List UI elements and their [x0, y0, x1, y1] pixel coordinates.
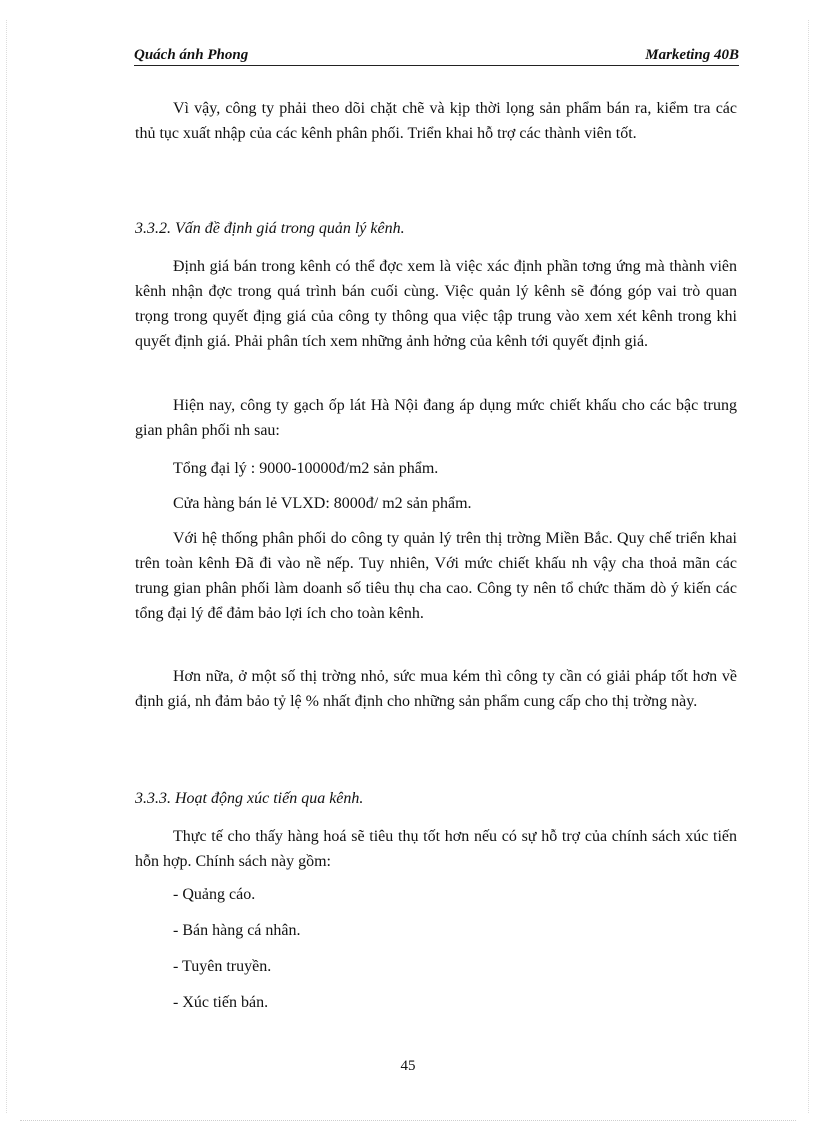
- page-number: 45: [400, 1058, 416, 1074]
- paragraph-general-agent-rate: Tổng đại lý : 9000-10000đ/m2 sản phẩm.: [173, 460, 439, 477]
- header-rule: [134, 65, 739, 66]
- page-edge-bottom: [20, 1120, 796, 1121]
- paragraph-pricing-definition: Định giá bán trong kênh có thể đợc xem là việc xác định phần tơng ứng mà thành viên kênh nhận đợc trong quá trình bán cuối cùng. Việc quản lý kênh sẽ đóng góp vai trò quan trọng trong quyết địng giá của công ty thông qua việc tập trung vào xem xét kênh trong khi quyết định giá. Phải phân tích xem những ảnh hởng của kênh tới quyết định giá.: [135, 258, 737, 350]
- page-edge-left: [6, 20, 7, 1113]
- paragraph-retail-rate: Cửa hàng bán lẻ VLXD: 8000đ/ m2 sản phẩm.: [173, 495, 472, 512]
- section-heading-3-3-2: 3.3.2. Vấn đề định giá trong quản lý kênh.: [135, 220, 405, 237]
- page-edge-right: [808, 20, 809, 1113]
- paragraph-promotion-mix: Thực tế cho thấy hàng hoá sẽ tiêu thụ tốt hơn nếu có sự hỗ trợ của chính sách xúc tiến hỗn hợp. Chính sách này gồm:: [135, 828, 737, 870]
- list-item: - Quảng cáo.: [173, 886, 256, 903]
- list-item: - Tuyên truyền.: [173, 958, 272, 975]
- section-heading-3-3-3: 3.3.3. Hoạt động xúc tiến qua kênh.: [135, 790, 364, 807]
- paragraph-discount-intro: Hiện nay, công ty gạch ốp lát Hà Nội đang áp dụng mức chiết khấu cho các bậc trung gian phân phối nh sau:: [135, 397, 737, 439]
- page-header: [134, 47, 739, 67]
- list-item: - Xúc tiến bán.: [173, 994, 269, 1011]
- header-author: Quách ánh Phong: [134, 47, 249, 63]
- paragraph-distribution-system: Với hệ thống phân phối do công ty quản lý trên thị trờng Miền Bắc. Quy chế triển khai trên toàn kênh Đã đi vào nề nếp. Tuy nhiên, Với mức chiết khấu nh vậy cha thoả mãn các trung gian phân phối làm doanh số tiêu thụ cha cao. Công ty nên tổ chức thăm dò ý kiến các tổng đại lý để đảm bảo lợi ích cho toàn kênh.: [135, 530, 737, 622]
- header-course: Marketing 40B: [645, 47, 739, 63]
- list-item: - Bán hàng cá nhân.: [173, 922, 301, 939]
- paragraph-small-markets: Hơn nữa, ở một số thị trờng nhỏ, sức mua kém thì công ty cần có giải pháp tốt hơn về định giá, nh đảm bảo tỷ lệ % nhất định cho những sản phẩm cung cấp cho thị trờng này.: [135, 668, 737, 710]
- paragraph-tracking: Vì vậy, công ty phải theo dõi chặt chẽ và kịp thời lọng sản phẩm bán ra, kiểm tra các thủ tục xuất nhập của các kênh phân phối. Triển khai hỗ trợ các thành viên tốt.: [135, 100, 737, 142]
